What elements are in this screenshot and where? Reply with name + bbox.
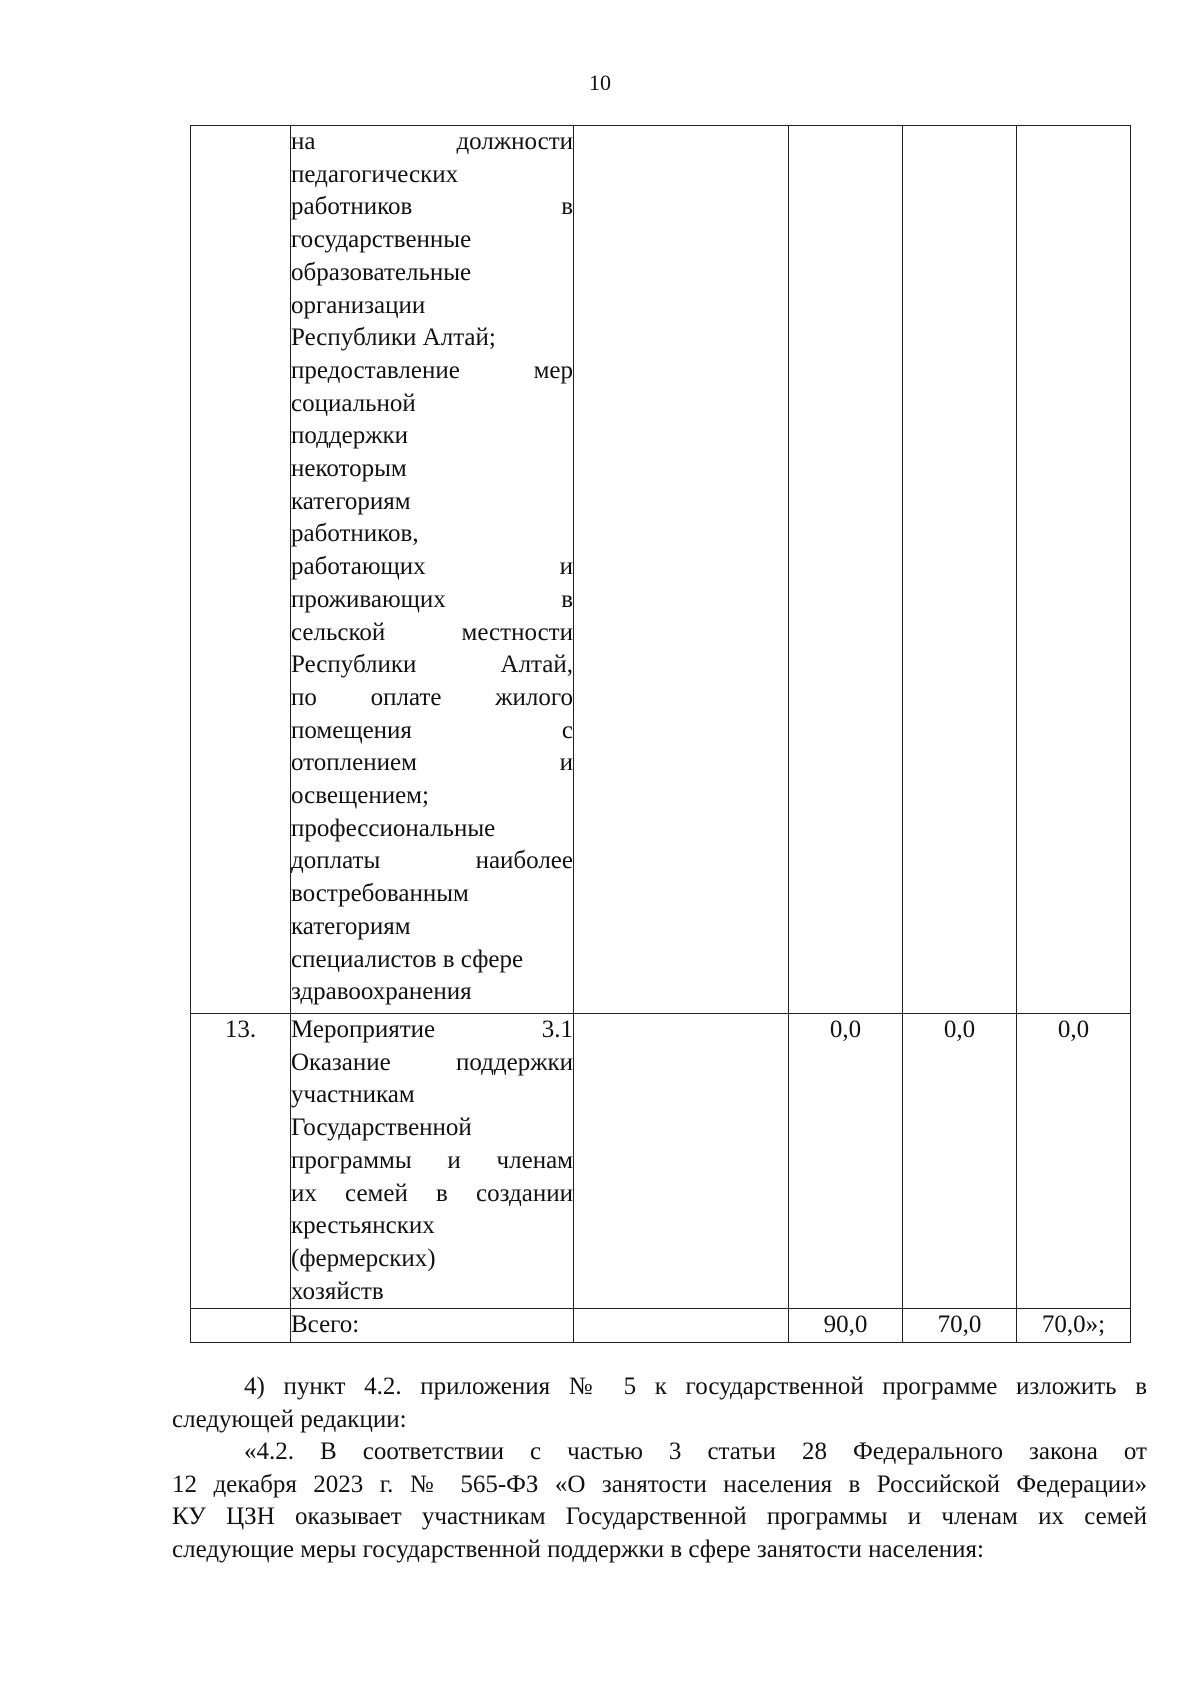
description-line: крестьянских: [291, 1212, 435, 1240]
value-cell-2: 0,0: [903, 1014, 1017, 1309]
description-line: участникам: [291, 1081, 415, 1109]
description-line: предоставление мер: [291, 356, 573, 384]
description-line: Республики Алтай,: [291, 651, 573, 679]
paragraph-line: 12 декабря 2023 г. № 565-ФЗ «О занятости населения в Российской Федерации»: [172, 1470, 1147, 1498]
description-line: государственные: [291, 226, 472, 254]
total-value-1: 90,0: [789, 1309, 903, 1343]
table-row-continued: [191, 126, 1131, 1014]
paragraph-line: «4.2. В соответствии с частью 3 статьи 28 Федерального закона от: [244, 1438, 1147, 1465]
description-line: по оплате жилого: [291, 683, 573, 711]
description-line: поддержки: [291, 422, 408, 450]
empty-cell: [574, 1014, 789, 1309]
description-line: на должности: [291, 128, 573, 155]
description-line: их семей в создании: [291, 1179, 573, 1207]
value-cell: [903, 126, 1017, 1014]
paragraph-line: 4) пункт 4.2. приложения № 5 к государственной программе изложить в: [244, 1373, 1147, 1400]
description-line: востребованным: [291, 880, 469, 908]
value-cell: [1017, 126, 1131, 1014]
description-line: Мероприятие 3.1: [291, 1016, 573, 1043]
row-number-cell: [191, 126, 291, 1014]
value-cell-1: 0,0: [789, 1014, 903, 1309]
description-line: хозяйств: [291, 1277, 384, 1305]
description-line: доплаты наиболее: [291, 847, 573, 875]
description-line: педагогических: [291, 160, 459, 188]
description-line: программы и членам: [291, 1146, 573, 1174]
description-line: Государственной: [291, 1114, 472, 1142]
description-line: проживающих в: [291, 585, 573, 613]
description-line: сельской местности: [291, 618, 573, 646]
paragraph-line: следующие меры государственной поддержки в сфере занятости населения:: [172, 1535, 984, 1563]
row-description-cell: [291, 1014, 574, 1309]
description-line: здравоохранения: [291, 978, 472, 1006]
total-value-3: 70,0»;: [1017, 1309, 1131, 1343]
value-cell: [789, 126, 903, 1014]
paragraph-quote: [172, 1436, 1147, 1566]
description-line: образовательные: [291, 258, 472, 286]
description-line: (фермерских): [291, 1244, 436, 1272]
empty-cell: [574, 126, 789, 1014]
description-line: отоплением и: [291, 749, 573, 777]
description-line: Оказание поддержки: [291, 1048, 573, 1076]
description-line: категориям: [291, 487, 411, 515]
description-line: категориям: [291, 912, 411, 940]
row-number-cell: 13.: [191, 1014, 291, 1309]
description-line: специалистов в сфере: [291, 945, 524, 973]
description-line: Республики Алтай;: [291, 324, 496, 352]
table-row-13: [191, 1014, 1131, 1309]
paragraph-line: следующей редакции:: [172, 1405, 407, 1433]
description-line: организации: [291, 291, 426, 319]
description-line: помещения с: [291, 716, 573, 744]
value-cell-3: 0,0: [1017, 1014, 1131, 1309]
total-value-2: 70,0: [903, 1309, 1017, 1343]
empty-cell: [191, 1309, 291, 1343]
page-number: 10: [589, 70, 611, 95]
empty-cell: [574, 1309, 789, 1343]
description-line: работников,: [291, 520, 419, 548]
paragraph-line: КУ ЦЗН оказывает участникам Государственной программы и членам их семей: [172, 1503, 1147, 1530]
table-row-total: [191, 1309, 1131, 1343]
description-line: работающих и: [291, 553, 573, 581]
program-table: [190, 125, 1131, 1343]
paragraph-amendment: [172, 1371, 1147, 1436]
total-label: Всего:: [291, 1309, 574, 1343]
description-line: профессиональные: [291, 814, 496, 842]
description-line: некоторым: [291, 455, 407, 483]
description-line: работников в: [291, 193, 573, 221]
description-line: освещением;: [291, 782, 429, 810]
description-line: социальной: [291, 389, 416, 417]
row-description-cell: [291, 126, 574, 1014]
